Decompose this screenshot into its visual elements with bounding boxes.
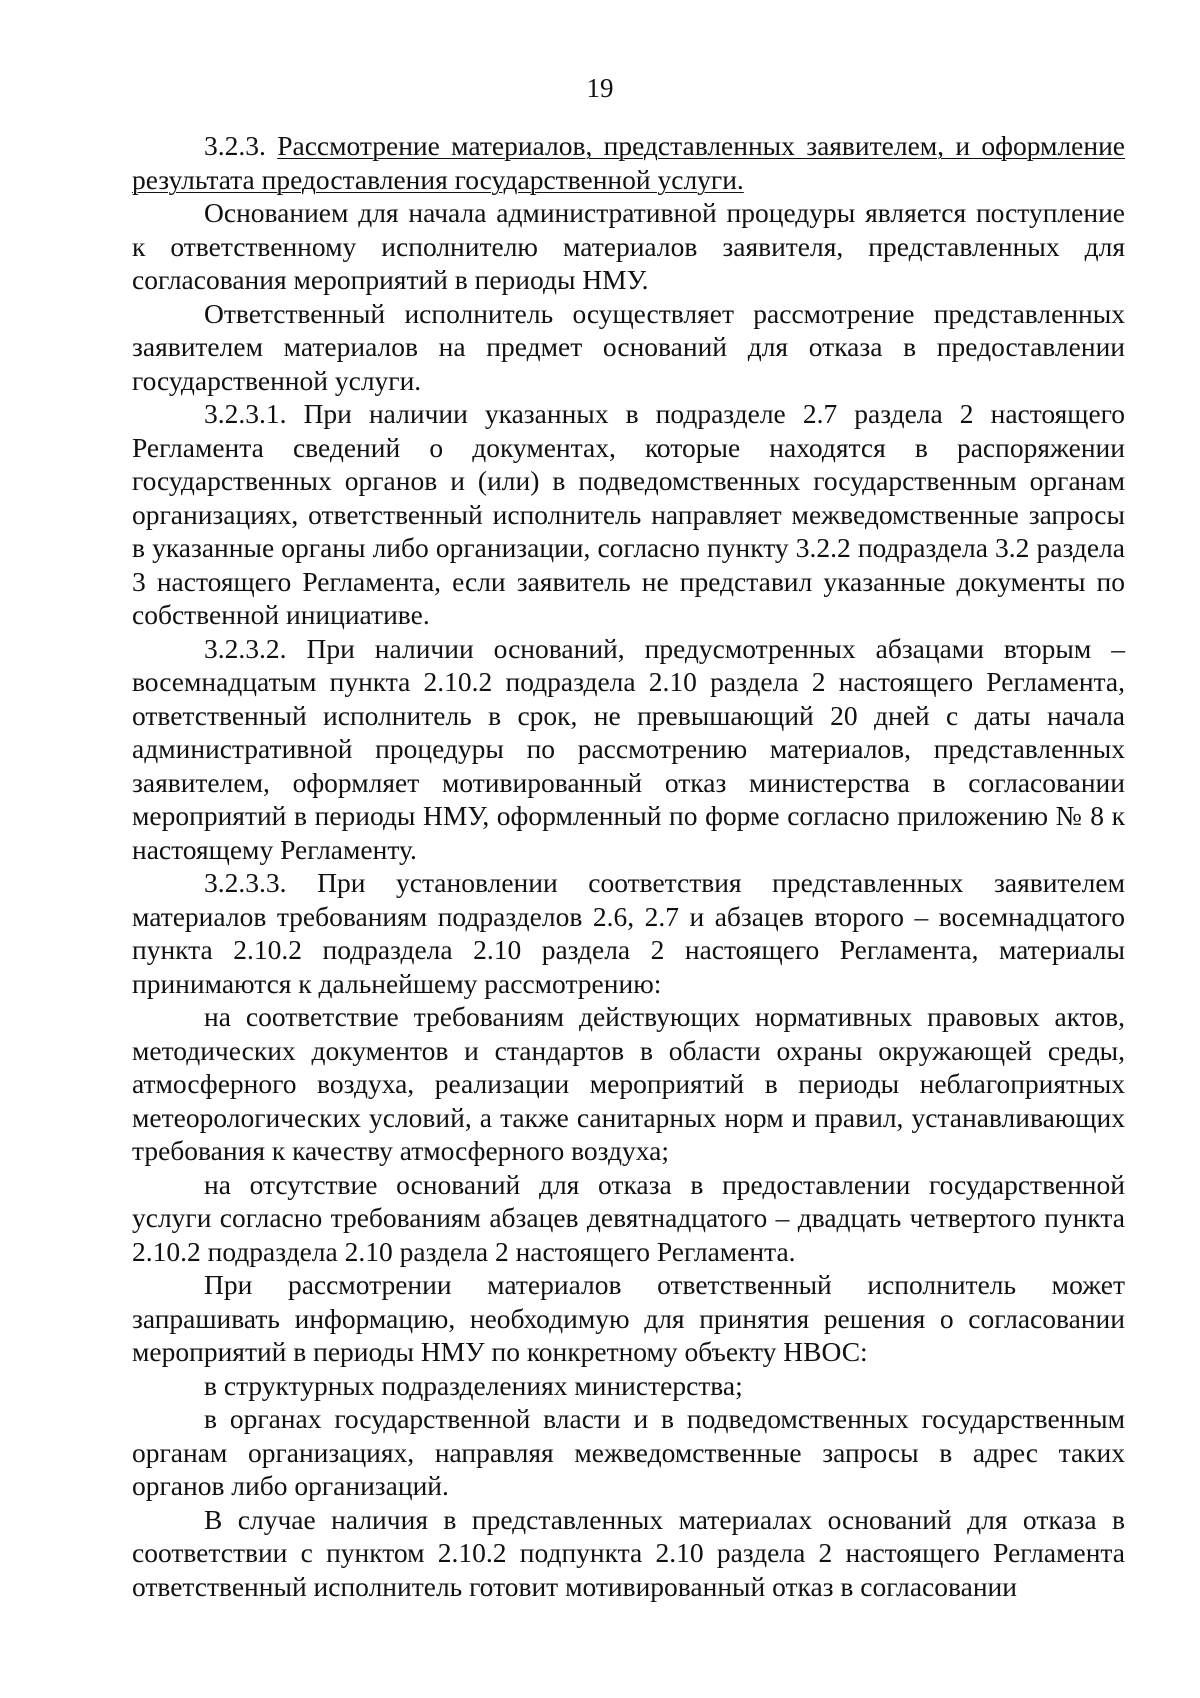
paragraph: 3.2.3.3. При установлении соответствия представленных заявителем материалов требованиям подразделов 2.6, 2.7 и абзацев второго – восемнадцатого пункта 2.10.2 подраздела 2.10 раздела 2 настоящего Регламента, материалы принимаются к дальнейшему рассмотрению: xyxy=(132,867,1125,999)
section-heading xyxy=(132,129,1125,196)
section-number: 3.2.3. xyxy=(204,130,278,161)
paragraph: В случае наличия в представленных материалах оснований для отказа в соответствии с пунктом 2.10.2 подпункта 2.10 раздела 2 настоящего Регламента ответственный исполнитель готовит мотивированный отказ в согласовании xyxy=(132,1503,1125,1602)
page-number: 19 xyxy=(586,73,614,103)
paragraph: 3.2.3.1. При наличии указанных в подразделе 2.7 раздела 2 настоящего Регламента сведений о документах, которые находятся в распоряжении государственных органов и (или) в подведомственных государственным органам организациях, ответственный исполнитель направляет межведомственные запросы в указанные органы либо организации, согласно пункту 3.2.2 подраздела 3.2 раздела 3 настоящего Регламента, если заявитель не представил указанные документы по собственной инициативе. xyxy=(132,398,1125,630)
paragraph: При рассмотрении материалов ответственный исполнитель может запрашивать информацию, необходимую для принятия решения о согласовании мероприятий в периоды НМУ по конкретному объекту НВОС: xyxy=(132,1269,1125,1367)
paragraph: 3.2.3.2. При наличии оснований, предусмотренных абзацами вторым – восемнадцатым пункта 2.10.2 подраздела 2.10 раздела 2 настоящего Регламента, ответственный исполнитель в срок, не превышающий 20 дней с даты начала административной процедуры по рассмотрению материалов, представленных заявителем, оформляет мотивированный отказ министерства в согласовании мероприятий в периоды НМУ, оформленный по форме согласно приложению № 8 к настоящему Регламенту. xyxy=(132,632,1125,865)
paragraph: в органах государственной власти и в подведомственных государственным органам организациях, направляя межведомственные запросы в адрес таких органов либо организаций. xyxy=(132,1403,1125,1501)
paragraph: на соответствие требованиям действующих нормативных правовых актов, методических документов и стандартов в области охраны окружающей среды, атмосферного воздуха, реализации мероприятий в периоды неблагоприятных метеорологических условий, а также санитарных норм и правил, устанавливающих требования к качеству атмосферного воздуха; xyxy=(132,1001,1125,1166)
document-body xyxy=(132,129,1125,1603)
paragraph: Ответственный исполнитель осуществляет рассмотрение представленных заявителем материалов на предмет оснований для отказа в предоставлении государственной услуги. xyxy=(132,297,1125,396)
paragraph: Основанием для начала административной процедуры является поступление к ответственному исполнителю материалов заявителя, представленных для согласования мероприятий в периоды НМУ. xyxy=(132,197,1125,295)
paragraph: в структурных подразделениях министерства; xyxy=(204,1369,743,1401)
paragraph: на отсутствие оснований для отказа в предоставлении государственной услуги согласно требованиям абзацев девятнадцатого – двадцать четвертого пункта 2.10.2 подраздела 2.10 раздела 2 настоящего Регламента. xyxy=(132,1168,1125,1267)
section-title: Рассмотрение материалов, представленных заявителем, и оформление результата предоставления государственной услуги. xyxy=(132,130,1126,195)
